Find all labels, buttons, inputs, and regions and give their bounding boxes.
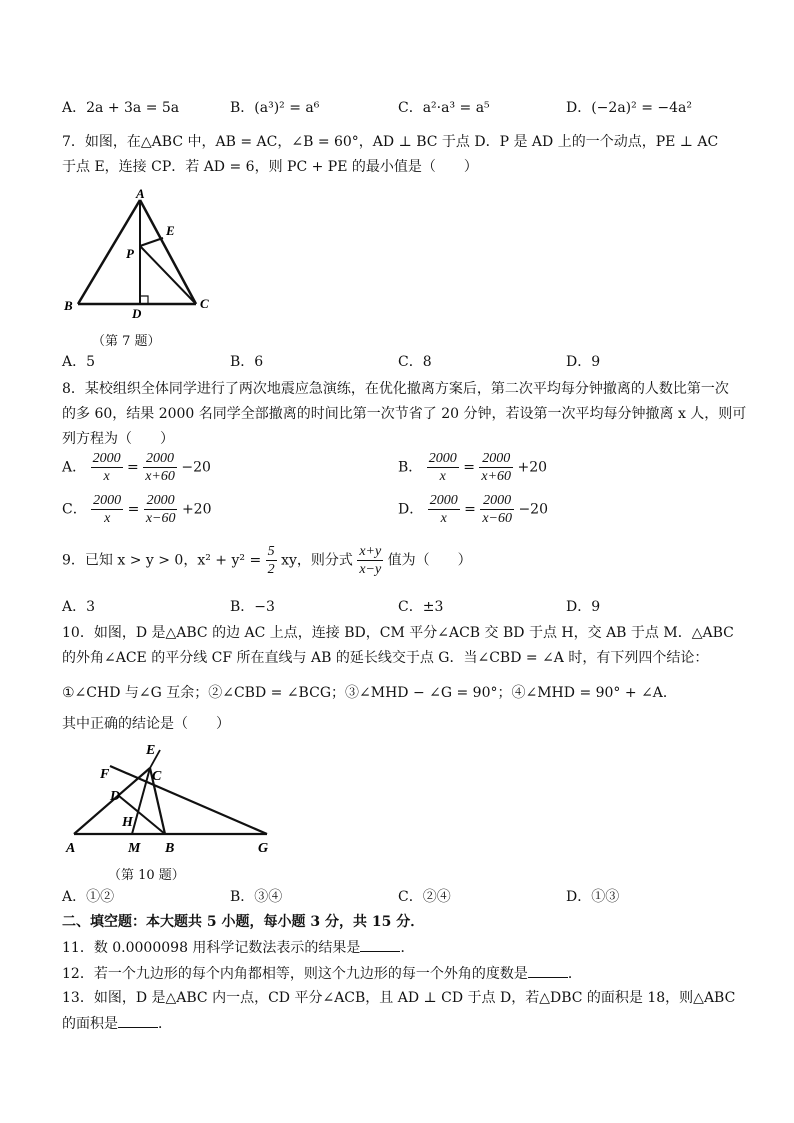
q8-option-a	[62, 450, 211, 485]
frac-numerator: 2000	[479, 450, 513, 468]
q11	[62, 937, 414, 958]
q9-option-b: B．−3	[230, 599, 275, 615]
q7-side-ac	[140, 200, 196, 304]
frac-numerator: 2000	[92, 451, 121, 466]
q10-option-a: A．①②	[62, 889, 115, 905]
q8-option-a-label: A．	[62, 459, 87, 476]
q9-stem	[62, 543, 472, 578]
q8-option-b-label: B．	[398, 459, 423, 476]
q9-frac-five-halves	[266, 543, 277, 578]
q7-label-a: A	[136, 188, 145, 201]
q9-stem-post: 值为（ ）	[387, 552, 472, 569]
q8-option-a-frac2	[143, 450, 177, 485]
frac-denominator: x+60	[481, 469, 512, 484]
q8-option-b-frac1	[427, 450, 459, 485]
q10-label-g: G	[258, 841, 269, 856]
q9-option-a: A．3	[62, 599, 96, 615]
q7-caption: （第 7 题）	[92, 334, 161, 349]
q7-label-b: B	[64, 298, 73, 313]
q6-option-b: B．(a³)² = a⁶	[230, 100, 320, 116]
frac-denominator: x	[440, 511, 447, 526]
q12	[62, 963, 582, 984]
q10-bisector-cf-g	[110, 766, 267, 834]
q10-option-d: D．①③	[566, 889, 620, 905]
frac-denominator: x	[103, 469, 110, 484]
q8-option-c-label: C．	[62, 501, 87, 518]
q13-stem-line1: 13．如图，D 是△ABC 内一点，CD 平分∠ACB，且 AD ⊥ CD 于点 D，若△DBC 的面积是 18，则△ABC	[62, 990, 736, 1006]
q7-label-d: D	[132, 306, 142, 318]
q6-option-a: A．2a + 3a = 5a	[62, 100, 180, 116]
q10-stem-line2: 的外角∠ACE 的平分线 CF 所在直线与 AB 的延长线交于点 G．当∠CBD = ∠A 时，有下列四个结论：	[62, 650, 709, 666]
q7-label-e: E	[166, 223, 175, 238]
q10-label-d: D	[110, 789, 121, 804]
q7-option-a: A．5	[62, 354, 96, 370]
q10-option-c: C．②④	[398, 889, 451, 905]
q13-stem-line2	[62, 1013, 172, 1034]
q10-conclusions: ①∠CHD 与∠G 互余；②∠CBD = ∠BCG；③∠MHD − ∠G = 90°；④∠MHD = 90° + ∠A．	[62, 685, 677, 701]
q7-stem-line2: 于点 E，连接 CP．若 AD = 6，则 PC + PE 的最小值是（ ）	[62, 159, 478, 175]
frac-numerator: 2000	[480, 492, 514, 510]
q7-figure	[62, 188, 222, 318]
q7-segment-pc	[140, 246, 196, 304]
q7-option-b: B．6	[230, 354, 264, 370]
section-2-heading: 二、填空题：本大题共 5 小题，每小题 3 分，共 15 分．	[62, 914, 425, 930]
q13-answer-blank[interactable]	[118, 1013, 158, 1028]
q7-segment-pe	[140, 238, 163, 246]
q10-label-c: C	[152, 769, 162, 784]
q10-question: 其中正确的结论是（ ）	[62, 716, 230, 732]
q7-label-p: P	[126, 246, 134, 261]
q10-bisector-cm	[132, 768, 150, 834]
q13-stem: 的面积是	[62, 1016, 118, 1032]
frac-denominator: x	[104, 511, 111, 526]
equals-sign: =	[127, 501, 140, 518]
q8-option-c-tail: +20	[181, 501, 212, 518]
q8-option-d	[398, 492, 548, 527]
q8-option-b	[398, 450, 547, 485]
q8-option-d-tail: −20	[518, 501, 548, 518]
q8-option-d-frac1	[428, 492, 460, 527]
frac-numerator: 2000	[428, 451, 457, 466]
frac-denominator: x	[439, 469, 446, 484]
q8-stem-line3: 列方程为（ ）	[62, 431, 174, 447]
frac-numerator: 2000	[143, 450, 177, 468]
frac-denominator: x−y	[359, 562, 382, 577]
q12-answer-blank[interactable]	[528, 963, 568, 978]
q12-end: ．	[567, 966, 582, 982]
q8-stem-line1: 8．某校组织全体同学进行了两次地震应急演练，在优化撤离方案后，第二次平均每分钟撤离的人数比第一次	[62, 381, 729, 397]
q9-option-d: D．9	[566, 599, 601, 615]
q8-option-b-frac2	[479, 450, 513, 485]
q8-option-c-frac2	[144, 492, 178, 527]
frac-numerator: 2000	[144, 492, 178, 510]
q9-stem-mid: xy，则分式	[281, 552, 353, 569]
frac-denominator: x−60	[482, 511, 512, 526]
q10-stem-line1: 10．如图，D 是△ABC 的边 AC 上点，连接 BD，CM 平分∠ACB 交 BD 于点 H，交 AB 于点 M．△ABC	[62, 625, 734, 641]
q10-label-h: H	[122, 815, 133, 830]
q7-option-d: D．9	[566, 354, 601, 370]
q10-label-f: F	[100, 767, 110, 782]
q8-option-a-frac1	[91, 450, 123, 485]
q8-option-b-tail: +20	[517, 459, 548, 476]
q6-option-d: D．(−2a)² = −4a²	[566, 100, 692, 116]
frac-numerator: 5	[267, 544, 275, 559]
q10-figure	[62, 740, 282, 858]
q11-answer-blank[interactable]	[360, 937, 400, 952]
q6-option-c: C．a²·a³ = a⁵	[398, 100, 490, 116]
frac-numerator: 2000	[429, 493, 458, 508]
q13-end: ．	[158, 1016, 172, 1032]
q8-option-a-tail: −20	[181, 459, 211, 476]
frac-denominator: x+60	[145, 469, 175, 484]
q10-label-b: B	[165, 841, 175, 856]
q10-option-b: B．③④	[230, 889, 283, 905]
q11-stem: 11．数 0.0000098 用科学记数法表示的结果是	[62, 940, 361, 956]
q8-option-d-label: D．	[398, 501, 424, 518]
q10-label-a: A	[66, 841, 76, 856]
q8-stem-line2: 的多 60，结果 2000 名同学全部撤离的时间比第一次节省了 20 分钟，若设第一次平均每分钟撤离 x 人，则可	[62, 406, 747, 422]
q8-option-d-frac2	[480, 492, 514, 527]
q11-end: ．	[400, 940, 415, 956]
q10-label-e: E	[146, 743, 156, 758]
q8-option-c	[62, 492, 211, 527]
q7-stem-line1: 7．如图，在△ABC 中，AB = AC，∠B = 60°，AD ⊥ BC 于点 D．P 是 AD 上的一个动点，PE ⊥ AC	[62, 134, 719, 150]
q10-caption: （第 10 题）	[108, 868, 185, 883]
q9-stem-pre: 9．已知 x > y > 0，x² + y² =	[62, 552, 262, 569]
q8-option-c-frac1	[91, 492, 123, 527]
frac-denominator: 2	[267, 562, 275, 577]
q10-label-m: M	[128, 841, 141, 856]
q9-frac-expression	[357, 543, 383, 578]
frac-numerator: x+y	[359, 544, 382, 559]
frac-numerator: 2000	[93, 493, 122, 508]
q7-label-c: C	[200, 296, 209, 311]
equals-sign: =	[463, 459, 475, 476]
q9-option-c: C．±3	[398, 599, 444, 615]
q12-stem: 12．若一个九边形的每个内角都相等，则这个九边形的每一个外角的度数是	[62, 966, 528, 982]
equals-sign: =	[127, 459, 139, 476]
frac-denominator: x−60	[145, 511, 176, 526]
equals-sign: =	[464, 501, 476, 518]
q7-option-c: C．8	[398, 354, 432, 370]
